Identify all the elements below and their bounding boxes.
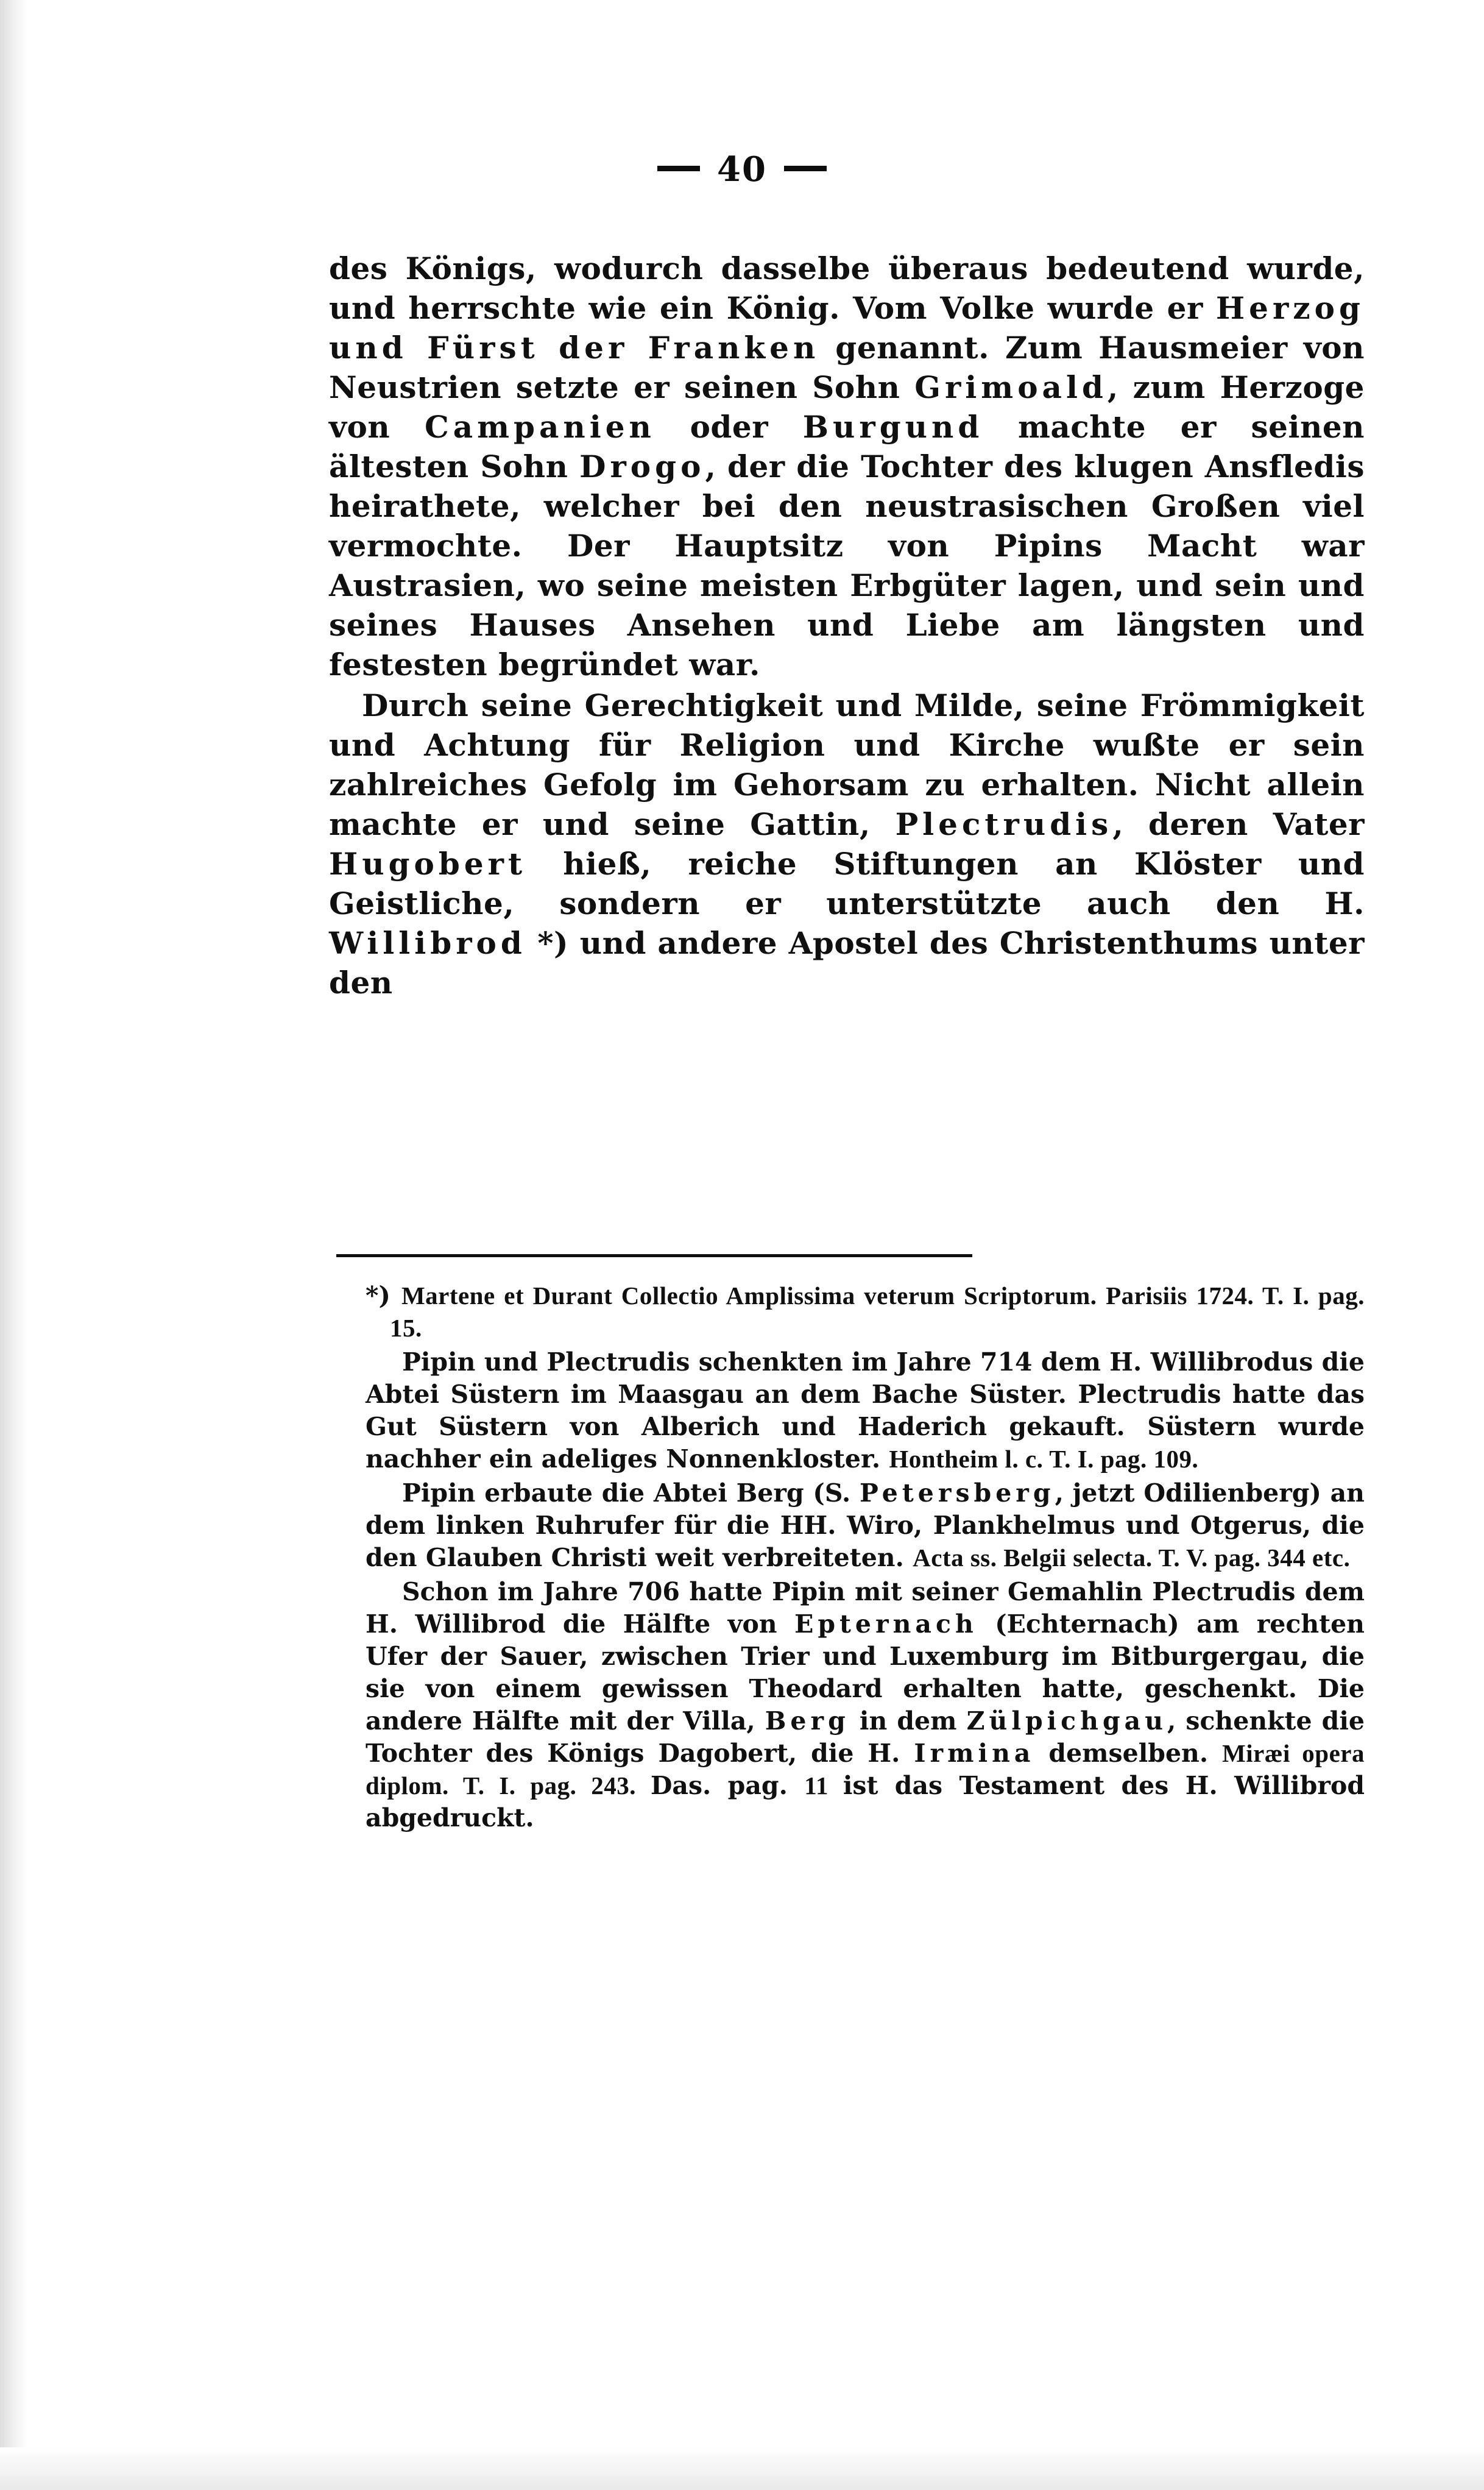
spaced-proper-name: Drogo	[579, 449, 705, 484]
text-run: *)	[366, 1281, 401, 1310]
spaced-proper-name: Herzog und Fürst der Franken	[329, 290, 1365, 366]
spaced-proper-name: Campanien	[424, 409, 655, 445]
text-run: genannt. Zum Hausmeier von Neustrien setzte er seinen Sohn	[329, 330, 1365, 405]
antiqua-citation: Acta ss. Belgii selecta. T. V. pag. 344 etc.	[913, 1544, 1351, 1572]
spaced-proper-name: Burgund	[802, 409, 984, 445]
text-run: machte er seinen ältesten Sohn	[329, 409, 1365, 484]
antiqua-citation: 11	[804, 1772, 843, 1800]
body-text	[329, 249, 1365, 1002]
text-run: hieß, reiche Stiftungen an Klöster und Geistliche, sondern er unterstützte auch den H.	[329, 846, 1365, 921]
spaced-proper-name: Epternach	[794, 1609, 978, 1639]
text-run: in dem	[849, 1706, 967, 1736]
folio-dash-right	[784, 166, 827, 171]
folio-dash-left	[657, 166, 700, 171]
footnote-paragraph	[366, 1477, 1365, 1574]
antiqua-citation: Miræi opera diplom. T. I. pag. 243.	[366, 1739, 1365, 1800]
spaced-proper-name: Plectrudis	[895, 806, 1113, 842]
spaced-proper-name: Zülpichgau	[966, 1706, 1167, 1736]
text-run: Pipin und Plectrudis schenkten im Jahre 714 dem H. Willibrodus die Abtei Süstern im Maasgau an dem Bache Süster. Plectrudis hatte das Gut Süstern von Alberich und Haderich gekauft. Süstern wurde nachher ein adeliges Nonnenkloster.	[366, 1347, 1365, 1474]
footnotes-section	[366, 1280, 1365, 1834]
text-run: (Echternach) am rechten Ufer der Sauer, zwischen Trier und Luxemburg im Bitburgergau, die sie von einem gewissen Theodard erhalten hatte, geschenkt. Die andere Hälfte mit der Villa,	[366, 1609, 1365, 1736]
page-folio	[0, 149, 1484, 190]
spaced-proper-name: Grimoald	[914, 369, 1108, 405]
antiqua-citation: Hontheim l. c. T. I. pag. 109.	[889, 1445, 1199, 1473]
text-run: , deren Vater	[1112, 806, 1365, 842]
spaced-proper-name: Willibrod	[329, 925, 526, 961]
text-run: , schenkte die Tochter des Königs Dagobert, die H.	[366, 1706, 1365, 1768]
footnote-separator-rule	[336, 1254, 972, 1257]
text-run: oder	[655, 409, 803, 445]
text-run: Pipin erbaute die Abtei Berg (S.	[402, 1478, 860, 1508]
text-run: Durch seine Gerechtigkeit und Milde, seine Frömmigkeit und Achtung für Religion und Kirche wußte er sein zahlreiches Gefolg im Gehorsam zu erhalten. Nicht allein machte er und seine Gattin,	[329, 687, 1365, 842]
text-run: des Königs, wodurch dasselbe überaus bedeutend wurde, und herrschte wie ein König. Vom Volke wurde er	[329, 250, 1365, 326]
text-run: Das. pag.	[650, 1771, 805, 1800]
folio-number: 40	[717, 149, 767, 190]
body-paragraph	[329, 249, 1365, 684]
text-run: ist das Testament des H. Willibrod abgedruckt.	[366, 1771, 1365, 1832]
footnote-paragraph	[366, 1280, 1365, 1344]
text-run: , jetzt Odilienberg) an dem linken Ruhrufer für die HH. Wiro, Plankhelmus und Otgerus, die den Glauben Christi weit verbreiteten.	[366, 1478, 1365, 1572]
body-paragraph	[329, 686, 1365, 1002]
text-run: Schon im Jahre 706 hatte Pipin mit seiner Gemahlin Plectrudis dem H. Willibrod die Hälfte von	[366, 1577, 1365, 1639]
antiqua-citation: Martene et Durant Collectio Amplissima veterum Scriptorum. Parisiis 1724. T. I. pag. 15.	[390, 1282, 1365, 1342]
spaced-proper-name: Berg	[765, 1706, 850, 1736]
text-run: *) und andere Apostel des Christenthums unter den	[329, 925, 1365, 1001]
text-run: , zum Herzoge von	[329, 369, 1365, 445]
footnote-paragraph	[366, 1346, 1365, 1475]
spaced-proper-name: Hugobert	[329, 846, 527, 882]
text-run: , der die Tochter des klugen Ansfledis heirathete, welcher bei den neustrasischen Großen viel vermochte. Der Hauptsitz von Pipins Macht war Austrasien, wo seine meisten Erbgüter lagen, und sein und seines Hauses Ansehen und Liebe am längsten und festesten begründet war.	[329, 449, 1365, 683]
text-run: demselben.	[1034, 1739, 1223, 1768]
spaced-proper-name: Irmina	[914, 1739, 1035, 1768]
footnote-paragraph	[366, 1576, 1365, 1834]
spaced-proper-name: Petersberg	[860, 1478, 1055, 1508]
